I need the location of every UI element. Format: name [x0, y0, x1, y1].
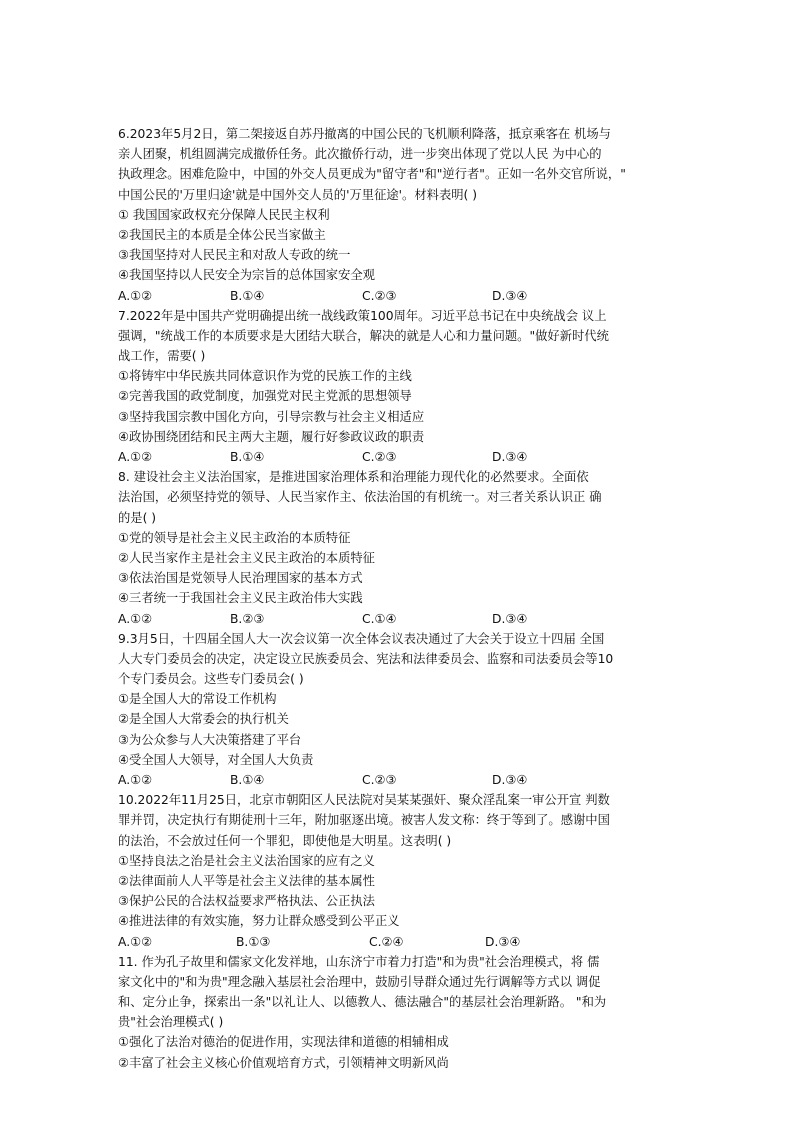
question-9-option-c: C.②③ — [362, 773, 397, 787]
question-10-statement-2: ②法律面前人人平等是社会主义法律的基本属性 — [118, 873, 375, 888]
question-11 — [118, 952, 678, 1073]
question-7-statement-3: ③坚持我国宗教中国化方向，引导宗教与社会主义相适应 — [118, 409, 425, 424]
question-7-options — [118, 447, 678, 467]
question-9-statement-1: ①是全国人大的常设工作机构 — [118, 692, 277, 707]
question-10 — [118, 790, 678, 952]
question-7-stem-line-1: 7.2022年是中国共产党明确提出统一战线政策100周年。习近平总书记在中央统战会 议上 — [118, 308, 607, 323]
question-6-option-c: C.②③ — [362, 288, 397, 303]
question-9-statement-2: ②是全国人大常委会的执行机关 — [118, 712, 289, 727]
question-11-statement-1: ①强化了法治对德治的促进作用，实现法律和道德的相辅相成 — [118, 1035, 449, 1050]
question-10-option-d: D.③④ — [485, 934, 521, 949]
question-7-option-c: C.②③ — [362, 450, 397, 464]
question-10-option-a: A.①② — [118, 934, 153, 949]
question-11-stem-line-1: 11. 作为孔子故里和儒家文化发祥地，山东济宁市着力打造"和为贵"社会治理模式，将 儒 — [118, 954, 600, 969]
question-9-option-a: A.①② — [118, 773, 153, 787]
question-10-stem-line-3: 的法治，不会放过任何一个罪犯，即使他是大明星。这表明( ) — [118, 833, 452, 848]
question-6-stem-line-2: 亲人团聚，机组圆满完成撤侨任务。此次撤侨行动，进一步突出体现了党以人民 为中心的 — [118, 147, 602, 162]
question-10-statement-3: ③保护公民的合法权益要求严格执法、公正执法 — [118, 894, 375, 909]
question-8-statement-4: ④三者统一于我国社会主义民主政治伟大实践 — [118, 591, 363, 606]
question-8-option-d: D.③④ — [492, 611, 528, 626]
question-10-statement-4: ④推进法律的有效实施，努力让群众感受到公平正义 — [118, 914, 400, 929]
question-9-stem-line-1: 9.3月5日，十四届全国人大一次会议第一次全体会议表决通过了大会关于设立十四届 全国 — [118, 631, 605, 646]
question-6-option-d: D.③④ — [492, 288, 528, 303]
question-8-option-c: C.①④ — [362, 611, 397, 626]
question-7-option-a: A.①② — [118, 450, 153, 464]
question-6-options — [118, 286, 678, 306]
question-7-statement-1: ①将铸牢中华民族共同体意识作为党的民族工作的主线 — [118, 369, 412, 384]
question-10-stem-line-2: 罪并罚，决定执行有期徒刑十三年，附加驱逐出境。被害人发文称：终于等到了。感谢中国 — [118, 813, 610, 828]
question-10-option-c: C.②④ — [369, 934, 404, 949]
question-8-stem-line-2: 法治国，必须坚持党的领导、人民当家作主、依法治国的有机统一。对三者关系认识正 确 — [118, 490, 602, 505]
question-6-statement-1: ① 我国国家政权充分保障人民民主权利 — [118, 207, 330, 222]
question-6-option-a: A.①② — [118, 288, 153, 303]
question-9-statement-4: ④受全国人大领导，对全国人大负责 — [118, 752, 314, 767]
question-7-statement-4: ④政协围绕团结和民主两大主题，履行好参政议政的职责 — [118, 429, 425, 444]
question-6-statement-2: ②我国民主的本质是全体公民当家做主 — [118, 227, 326, 242]
question-7-option-d: D.③④ — [492, 450, 528, 464]
question-11-stem-line-3: 和、定分止争，探索出一条"以礼让人、以德教人、德法融合"的基层社会治理新路。 "和为 — [118, 995, 607, 1010]
question-9-option-b: B.①④ — [230, 773, 265, 787]
question-11-stem-line-2: 家文化中的"和为贵"理念融入基层社会治理中，鼓励引导群众通过先行调解等方式以 调促 — [118, 974, 601, 989]
question-10-statement-1: ①坚持良法之治是社会主义法治国家的应有之义 — [118, 853, 375, 868]
question-8 — [118, 467, 678, 629]
question-7-statement-2: ②完善我国的政党制度，加强党对民主党派的思想领导 — [118, 389, 412, 404]
question-6-stem-line-4: 中国公民的'万里归途'就是中国外交人员的'万里征途'。材料表明( ) — [118, 187, 478, 202]
question-9-stem-line-3: 个专门委员会。这些专门委员会( ) — [118, 672, 304, 687]
question-6-stem-line-1: 6.2023年5月2日，第二架接返自苏丹撤离的中国公民的飞机顺利降落，抵京乘客在 机场与 — [118, 127, 611, 141]
question-10-option-b: B.①③ — [236, 934, 271, 949]
question-6-stem-line-3: 执政理念。困难危险中，中国的外交人员更成为"留守者"和"逆行者"。正如一名外交官所说，" — [118, 167, 626, 182]
question-9-stem-line-2: 人大专门委员会的决定，决定设立民族委员会、宪法和法律委员会、监察和司法委员会等10 — [118, 651, 614, 666]
question-8-options — [118, 609, 678, 629]
question-6-statement-4: ④我国坚持以人民安全为宗旨的总体国家安全观 — [118, 268, 375, 283]
question-8-stem-line-1: 8. 建设社会主义法治国家，是推进国家治理体系和治理能力现代化的必然要求。全面依 — [118, 470, 589, 485]
question-9-options — [118, 770, 678, 790]
question-10-options — [118, 932, 678, 952]
question-8-option-b: B.②③ — [230, 611, 265, 626]
question-8-statement-2: ②人民当家作主是社会主义民主政治的本质特征 — [118, 550, 375, 565]
question-8-statement-1: ①党的领导是社会主义民主政治的本质特征 — [118, 530, 351, 545]
question-6-statement-3: ③我国坚持对人民民主和对敌人专政的统一 — [118, 248, 351, 263]
question-7-stem-line-2: 强调，"统战工作的本质要求是大团结大联合，解决的就是人心和力量问题。"做好新时代统 — [118, 328, 609, 343]
question-8-statement-3: ③依法治国是党领导人民治理国家的基本方式 — [118, 571, 363, 586]
question-6-option-b: B.①④ — [230, 288, 265, 303]
question-6 — [118, 124, 678, 306]
question-8-option-a: A.①② — [118, 611, 153, 626]
question-8-stem-line-3: 的是( ) — [118, 510, 157, 525]
question-7 — [118, 306, 678, 468]
question-9 — [118, 629, 678, 791]
question-9-statement-3: ③为公众参与人大决策搭建了平台 — [118, 732, 302, 747]
question-11-statement-2: ②丰富了社会主义核心价值观培育方式，引领精神文明新风尚 — [118, 1055, 449, 1070]
question-7-stem-line-3: 战工作，需要( ) — [118, 349, 206, 364]
question-11-stem-line-4: 贵"社会治理模式( ) — [118, 1015, 224, 1030]
question-9-option-d: D.③④ — [492, 773, 528, 787]
question-7-option-b: B.①④ — [230, 450, 265, 464]
question-10-stem-line-1: 10.2022年11月25日，北京市朝阳区人民法院对吴某某强奸、聚众淫乱案一审公开宣 判数 — [118, 793, 610, 808]
exam-page — [118, 124, 678, 1073]
